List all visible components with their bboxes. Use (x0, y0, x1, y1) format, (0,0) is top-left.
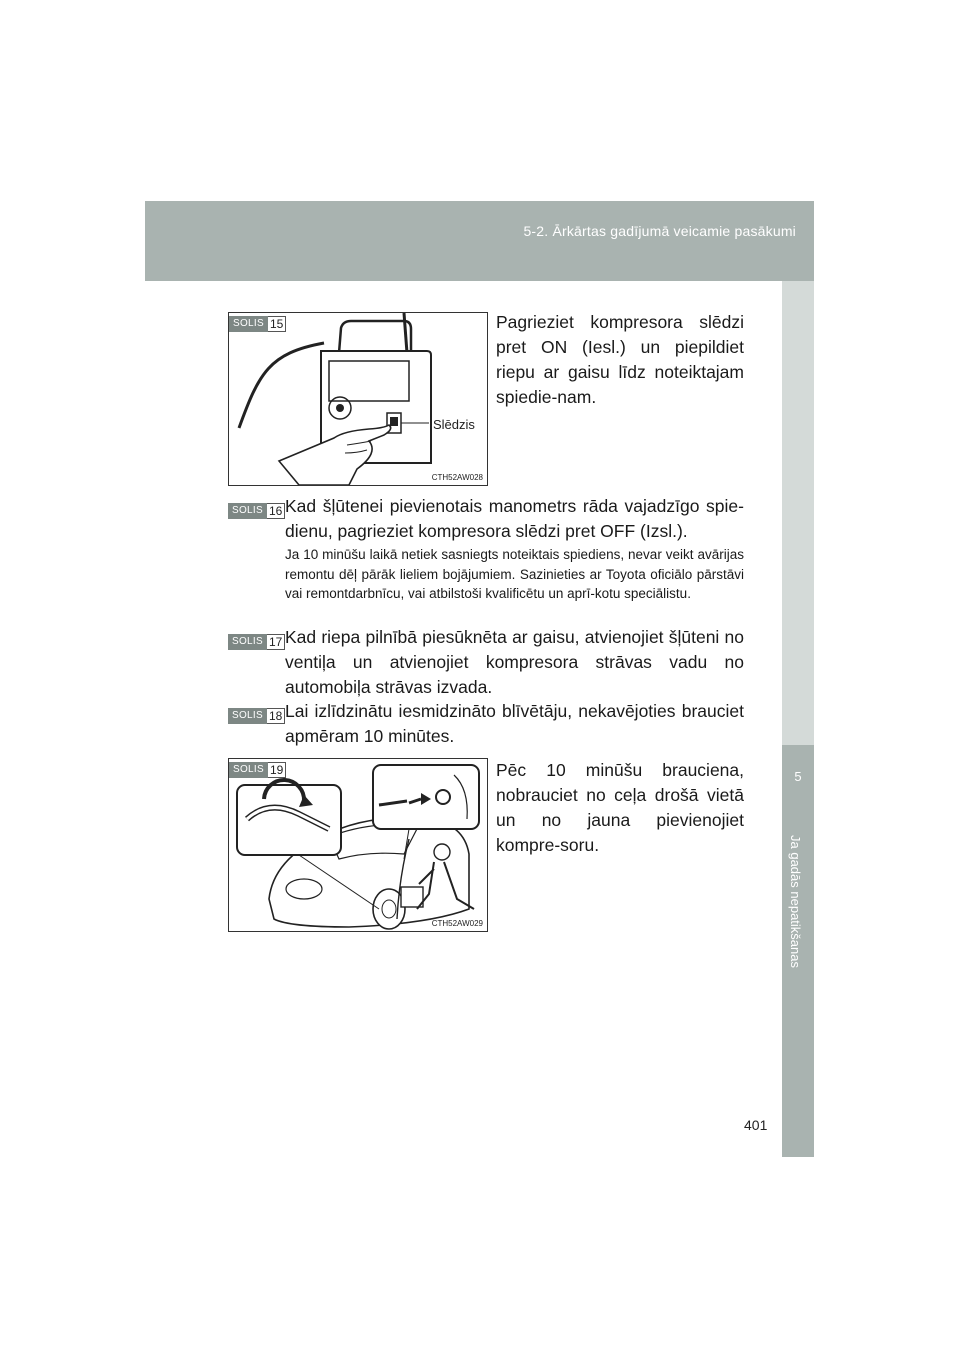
step-tag-16 (228, 500, 285, 519)
switch-callout: Slēdzis (433, 417, 475, 432)
chapter-number: 5 (794, 769, 802, 784)
figure-step-19 (228, 758, 488, 932)
step-tag-number: 18 (267, 708, 285, 724)
step-tag-label: SOLIS (228, 503, 267, 519)
figure-code: CTH52AW028 (431, 473, 483, 482)
step-tag-number: 16 (267, 503, 285, 519)
compressor-switch-illustration (229, 313, 487, 485)
step-tag-label: SOLIS (228, 708, 267, 724)
section-title: 5-2. Ārkārtas gadījumā veicamie pasākumi (523, 223, 796, 239)
step-tag-label: SOLIS (229, 762, 268, 778)
step-tag-17 (228, 631, 285, 650)
step-15-text: Pagrieziet kompresora slēdzi pret ON (Iesl.) un piepildiet riepu ar gaisu līdz noteiktajam spiedie-nam. (496, 312, 744, 407)
step-16-note: Ja 10 minūšu laikā netiek sasniegts noteiktais spiediens, nevar veikt avārijas remontu dēļ pārāk lieliem bojājumiem. Sazinieties ar Toyota oficiālo pārstāvi vai remontdarbnīcu, vai atbilstoši kvalificētu un aprī-kotu speciālistu. (285, 547, 744, 601)
step-tag-18 (228, 705, 285, 724)
step-18-text: Lai izlīdzinātu iesmidzināto blīvētāju, nekavējoties brauciet apmēram 10 minūtes. (285, 701, 744, 746)
car-and-compressor-illustration (229, 759, 487, 931)
step-16-text: Kad šļūtenei pievienotais manometrs rāda vajadzīgo spie-dienu, pagrieziet kompresora slēdzi pret OFF (Izsl.). (285, 496, 744, 541)
step-tag-label: SOLIS (229, 316, 268, 332)
step-19-text: Pēc 10 minūšu brauciena, nobrauciet no ceļa drošā vietā un no jauna pievienojiet kompre-soru. (496, 760, 744, 855)
figure-step-15 (228, 312, 488, 486)
section-header (145, 201, 814, 281)
step-tag-label: SOLIS (228, 634, 267, 650)
figure-code: CTH52AW029 (431, 919, 483, 928)
step-tag-number: 17 (267, 634, 285, 650)
step-17-text: Kad riepa pilnībā piesūknēta ar gaisu, atvienojiet šļūteni no ventiļa un atvienojiet kompresora strāvas vadu no automobiļa strāvas izvada. (285, 627, 744, 697)
step-tag-number: 19 (268, 762, 286, 778)
step-tag-number: 15 (268, 316, 286, 332)
page-number: 401 (744, 1117, 768, 1133)
chapter-title: Ja gadās nepatikšanas (788, 835, 803, 968)
